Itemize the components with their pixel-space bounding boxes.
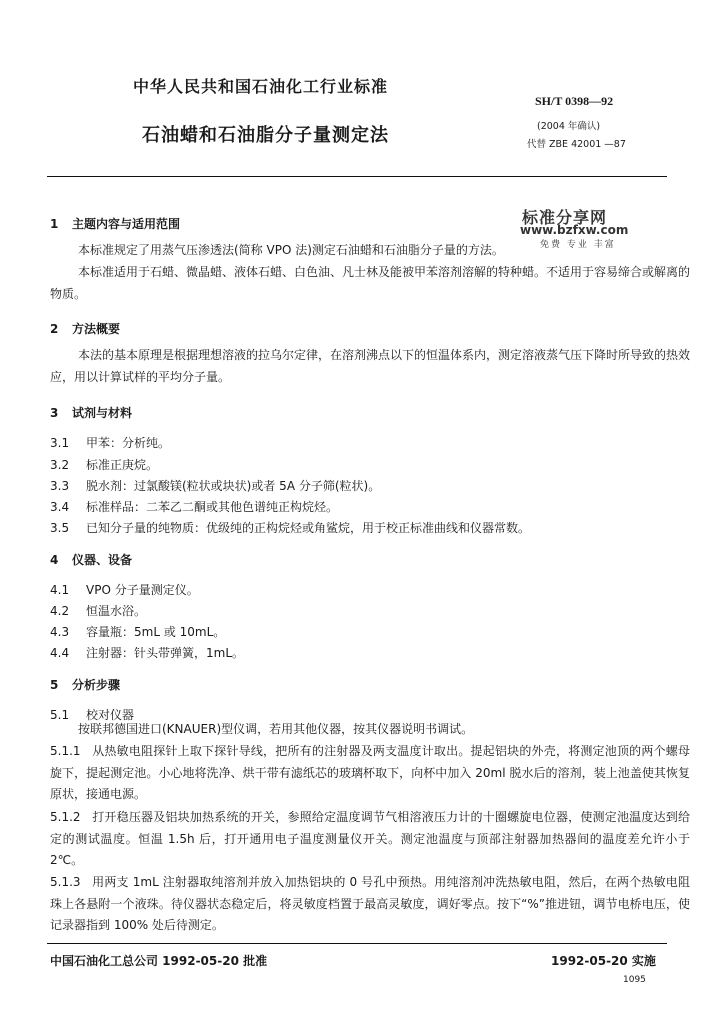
implementation-date: 1992-05-20 实施 — [551, 954, 656, 968]
header-divider — [47, 176, 667, 177]
section-title: 分析步骤 — [72, 678, 121, 692]
watermark-url: www.bzfxw.com — [520, 223, 629, 237]
section-number: 3 — [50, 406, 59, 420]
watermark-title: 标准分享网 — [522, 208, 608, 227]
section-title: 试剂与材料 — [72, 406, 133, 420]
list-item: 3.1 甲苯：分析纯。 — [50, 436, 171, 450]
subsection-5-1-text: 按联邦德国进口(KNAUER)型仪调，若用其他仪器，按其仪器说明书调试。 — [78, 722, 474, 736]
list-item: 4.4 注射器：针头带弹簧，1mL。 — [50, 646, 245, 660]
section-number: 2 — [50, 322, 59, 336]
section-number: 5 — [50, 678, 59, 692]
list-item: 3.4 标准样品：二苯乙二酮或其他色谱纯正构烷烃。 — [50, 500, 339, 514]
clause-number: 5.1.2 — [50, 810, 81, 824]
list-item: 3.2 标准正庚烷。 — [50, 458, 159, 472]
clause-5-1-2 — [50, 807, 690, 872]
clause-text: 从热敏电阻探针上取下探针导线，把所有的注射器及两支温度计取出。提起铝块的外壳，将测定池顶的两个螺母旋下，提起测定池。小心地将洗净、烘干带有滤纸芯的玻璃杯取下，向杯中加入 20ml 脱水后的溶剂，装上池盖使其恢复原状，接通电源。 — [50, 744, 690, 801]
clause-number: 5.1.3 — [50, 875, 81, 889]
section-1-paragraph-2: 本标准适用于石蜡、微晶蜡、液体石蜡、白色油、凡士林及能被甲苯溶剂溶解的特种蜡。不适用于容易缔合或解离的物质。 — [50, 265, 691, 301]
clause-5-1-3 — [50, 872, 690, 937]
reaffirmation-note: (2004 年确认) — [537, 121, 601, 132]
subsection-5-1-heading: 5.1 校对仪器 — [50, 708, 135, 722]
clause-text: 打开稳压器及铝块加热系统的开关，参照给定温度调节气相溶液压力计的十圈螺旋电位器，使测定池温度达到给定的测试温度。恒温 1.5h 后，打开通用电子温度测量仪开关。测定池温度与顶部注射器加热器间的温度差允许小于 2℃。 — [50, 810, 690, 867]
issuing-organization: 中华人民共和国石油化工行业标准 — [133, 77, 389, 96]
list-item: 3.3 脱水剂：过氯酸镁(粒状或块状)或者 5A 分子筛(粒状)。 — [50, 479, 381, 493]
section-3-heading — [50, 404, 132, 421]
list-item: 4.2 恒温水浴。 — [50, 604, 147, 618]
section-number: 4 — [50, 553, 59, 567]
document-title: 石油蜡和石油脂分子量测定法 — [142, 125, 389, 146]
standard-code: SH/T 0398—92 — [535, 94, 614, 108]
clause-number: 5.1.1 — [50, 744, 81, 758]
list-item: 4.1 VPO 分子量测定仪。 — [50, 583, 199, 597]
section-title: 仪器、设备 — [72, 553, 133, 567]
section-5-heading — [50, 676, 120, 693]
clause-text: 用两支 1mL 注射器取纯溶剂并放入加热铝块的 0 号孔中预热。用纯溶剂冲洗热敏电阻，然后，在两个热敏电阻珠上各悬附一个液珠。待仪器状态稳定后，将灵敏度档置于最高灵敏度，调好零点。按下“%”推进钮，调节电桥电压，使记录器指到 100% 处后待测定。 — [50, 875, 690, 932]
section-2-paragraph-1: 本法的基本原理是根据理想溶液的拉乌尔定律，在溶剂沸点以下的恒温体系内，测定溶液蒸气压下降时所导致的热效应，用以计算试样的平均分子量。 — [50, 348, 691, 384]
section-4-heading — [50, 551, 132, 568]
section-number: 1 — [50, 217, 59, 231]
section-1-heading — [50, 215, 180, 232]
section-1-paragraph-1: 本标准规定了用蒸气压渗透法(简称 VPO 法)测定石油蜡和石油脂分子量的方法。 — [78, 243, 504, 257]
section-title: 方法概要 — [72, 322, 121, 336]
approval-line: 中国石油化工总公司 1992-05-20 批准 — [50, 954, 268, 968]
list-item: 3.5 已知分子量的纯物质：优级纯的正构烷烃或角鲨烷，用于校正标准曲线和仪器常数。 — [50, 521, 531, 535]
section-title: 主题内容与适用范围 — [72, 217, 181, 231]
footer-divider — [47, 943, 667, 944]
watermark-slogan: 免费 专业 丰富 — [540, 240, 616, 250]
section-2-heading — [50, 320, 120, 337]
list-item: 4.3 容量瓶：5mL 或 10mL。 — [50, 625, 226, 639]
replaces-standard: 代替 ZBE 42001 —87 — [527, 139, 626, 150]
clause-5-1-1 — [50, 741, 690, 806]
page-number: 1095 — [623, 975, 646, 985]
